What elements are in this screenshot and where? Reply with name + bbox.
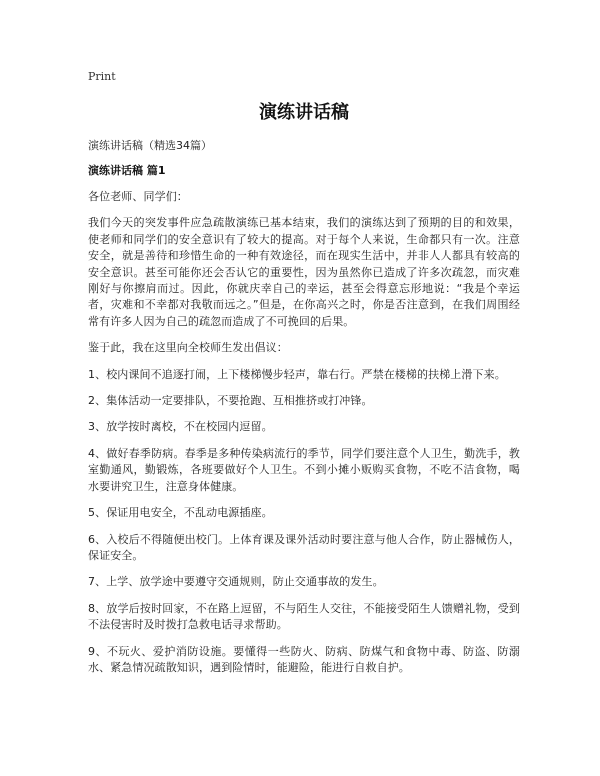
proposal-item-7: 7、上学、放学途中要遵守交通规则，防止交通事故的发生。 <box>88 575 384 589</box>
document-subtitle: 演练讲话稿（精选34篇） <box>88 139 212 152</box>
section-heading: 演练讲话稿 篇1 <box>88 164 166 177</box>
paragraph-proposal-lead: 鉴于此，我在这里向全校师生发出倡议： <box>88 341 288 355</box>
proposal-item-4: 4、做好春季防病。春季是多种传染病流行的季节，同学们要注意个人卫生，勤洗手，教室勤通风，勤锻炼，各班要做好个人卫生。不到小摊小贩购买食物，不吃不洁食物，喝水要讲究卫生，注意身体健康。 <box>88 446 520 493</box>
paragraph-intro: 我们今天的突发事件应急疏散演练已基本结束，我们的演练达到了预期的目的和效果，使老师和同学们的安全意识有了较大的提高。对于每个人来说，生命都只有一次。注意安全，就是善待和珍惜生命的一种有效途径，而在现实生活中，并非人人都具有较高的安全意识。甚至可能你还会否认它的重要性，因为虽然你已造成了许多次疏忽，而灾难刚好与你擦肩而过。因此，你就庆幸自己的幸运，甚至会得意忘形地说：“我是个幸运者，灾难和不幸都对我敬而远之。”但是，在你高兴之时，你是否注意到，在我们周围经常有许多人因为自己的疏忽而造成了不可挽回的后果。 <box>88 216 520 328</box>
proposal-item-3: 3、放学按时离校，不在校园内逗留。 <box>88 420 273 434</box>
proposal-item-5: 5、保证用电安全，不乱动电源插座。 <box>88 506 273 520</box>
page-title: 演练讲话稿 <box>259 102 349 123</box>
proposal-item-8: 8、放学后按时回家，不在路上逗留，不与陌生人交往，不能接受陌生人馈赠礼物，受到不法侵害时及时拨打急救电话寻求帮助。 <box>88 601 520 632</box>
print-link[interactable]: Print <box>88 70 116 83</box>
proposal-item-9: 9、不玩火、爱护消防设施。要懂得一些防火、防病、防煤气和食物中毒、防盗、防溺水、紧急情况疏散知识，遇到险情时，能避险，能进行自救自护。 <box>88 644 520 674</box>
document-page <box>88 70 520 676</box>
paragraph-greeting: 各位老师、同学们： <box>88 190 188 203</box>
proposal-item-6: 6、入校后不得随便出校门。上体育课及课外活动时要注意与他人合作，防止器械伤人，保证安全。 <box>88 532 520 562</box>
proposal-item-1: 1、校内课间不追逐打闹，上下楼梯慢步轻声，靠右行。严禁在楼梯的扶梯上滑下来。 <box>88 367 506 381</box>
proposal-item-2: 2、集体活动一定要排队，不要抢跑、互相推挤或打冲锋。 <box>88 394 373 408</box>
